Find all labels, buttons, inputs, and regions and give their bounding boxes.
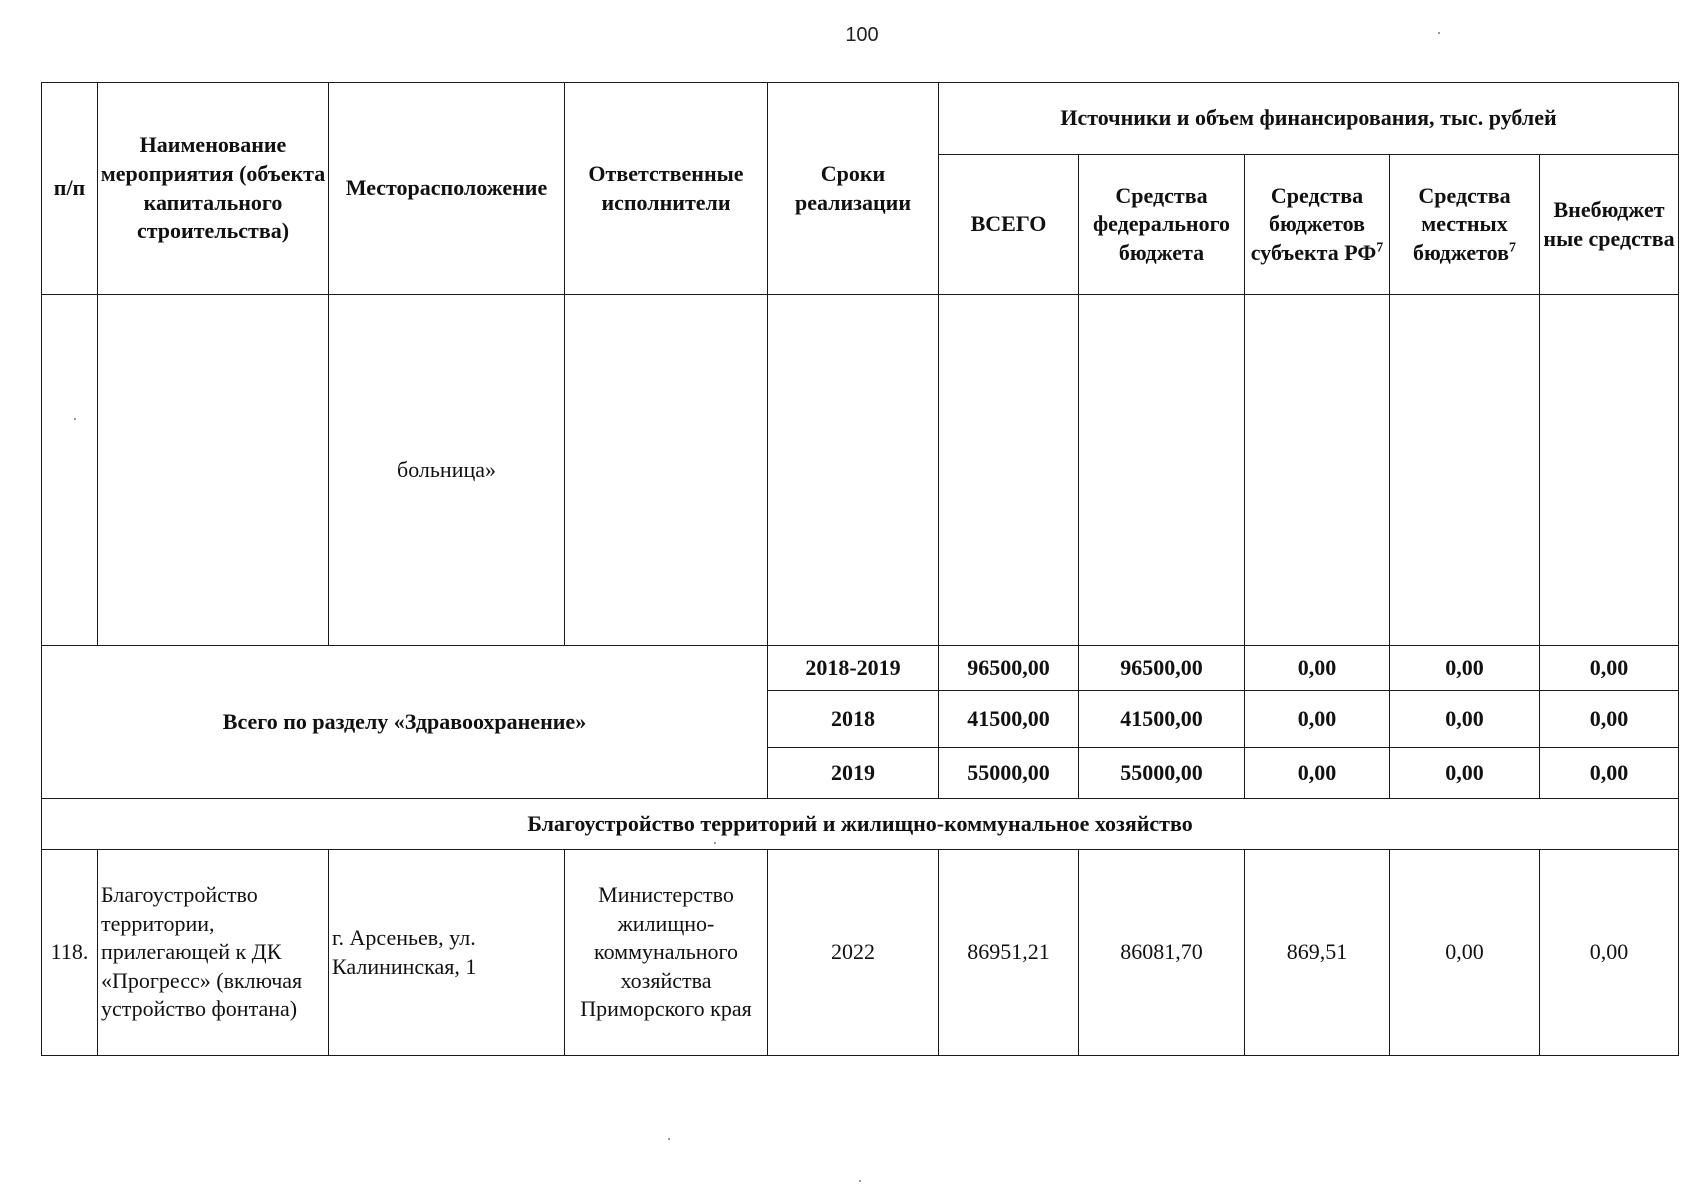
item-name: Благоустройство территории, прилегающей к ДК «Прогресс» (включая устройство фонтана) — [98, 850, 329, 1056]
financing-table — [41, 82, 1679, 1056]
cont-regional-cell — [1245, 295, 1390, 646]
item-executor: Министерство жилищно-коммунального хозяйства Приморского края — [565, 850, 768, 1056]
header-local-footnote: 7 — [1508, 240, 1516, 256]
total-federal: 96500,00 — [1079, 646, 1245, 691]
header-regional-label: Средства бюджетов субъекта РФ — [1250, 182, 1377, 265]
cont-location-cell: больница» — [329, 295, 565, 646]
item-period: 2022 — [768, 850, 939, 1056]
item-location: г. Арсеньев, ул. Калининская, 1 — [329, 850, 565, 1056]
section-total-label: Всего по разделу «Здравоохранение» — [42, 646, 768, 799]
item-offbudget: 0,00 — [1540, 850, 1679, 1056]
scan-speck — [859, 1180, 861, 1182]
total-all: 41500,00 — [939, 691, 1079, 748]
total-period: 2018-2019 — [768, 646, 939, 691]
item-num: 118. — [42, 850, 98, 1056]
header-regional — [1245, 155, 1390, 295]
header-local-label: Средства местных бюджетов — [1413, 182, 1511, 265]
header-executors: Ответственные исполнители — [565, 83, 768, 295]
table-row — [42, 799, 1679, 850]
total-all: 96500,00 — [939, 646, 1079, 691]
scan-speck — [1438, 32, 1440, 34]
cont-num-cell — [42, 295, 98, 646]
header-num: п/п — [42, 83, 98, 295]
total-regional: 0,00 — [1245, 646, 1390, 691]
header-period: Сроки реализации — [768, 83, 939, 295]
cont-offbudget-cell — [1540, 295, 1679, 646]
scan-speck — [74, 418, 76, 420]
scan-speck — [714, 842, 716, 844]
total-local: 0,00 — [1390, 691, 1540, 748]
total-offbudget: 0,00 — [1540, 691, 1679, 748]
item-local: 0,00 — [1390, 850, 1540, 1056]
item-total: 86951,21 — [939, 850, 1079, 1056]
cont-name-cell — [98, 295, 329, 646]
header-offbudget: Внебюджет ные средства — [1540, 155, 1679, 295]
total-offbudget: 0,00 — [1540, 748, 1679, 799]
total-federal: 41500,00 — [1079, 691, 1245, 748]
total-offbudget: 0,00 — [1540, 646, 1679, 691]
header-local — [1390, 155, 1540, 295]
table-row — [42, 850, 1679, 1056]
total-all: 55000,00 — [939, 748, 1079, 799]
cont-total-cell — [939, 295, 1079, 646]
cont-executor-cell — [565, 295, 768, 646]
table-row — [42, 646, 1679, 691]
table-row — [42, 295, 1679, 646]
cont-local-cell — [1390, 295, 1540, 646]
header-total: ВСЕГО — [939, 155, 1079, 295]
item-regional: 869,51 — [1245, 850, 1390, 1056]
header-location: Месторасположение — [329, 83, 565, 295]
total-federal: 55000,00 — [1079, 748, 1245, 799]
total-period: 2019 — [768, 748, 939, 799]
total-local: 0,00 — [1390, 748, 1540, 799]
header-federal: Средства федерального бюджета — [1079, 155, 1245, 295]
item-federal: 86081,70 — [1079, 850, 1245, 1056]
total-local: 0,00 — [1390, 646, 1540, 691]
total-period: 2018 — [768, 691, 939, 748]
section-heading: Благоустройство территорий и жилищно-коммунальное хозяйство — [42, 799, 1679, 850]
page-number: 100 — [845, 24, 879, 46]
header-regional-footnote: 7 — [1376, 240, 1384, 256]
total-regional: 0,00 — [1245, 691, 1390, 748]
total-regional: 0,00 — [1245, 748, 1390, 799]
cont-period-cell — [768, 295, 939, 646]
header-financing: Источники и объем финансирования, тыс. рублей — [939, 83, 1679, 155]
cont-federal-cell — [1079, 295, 1245, 646]
scan-speck — [668, 1138, 670, 1140]
header-name: Наименование мероприятия (объекта капитального строительства) — [98, 83, 329, 295]
